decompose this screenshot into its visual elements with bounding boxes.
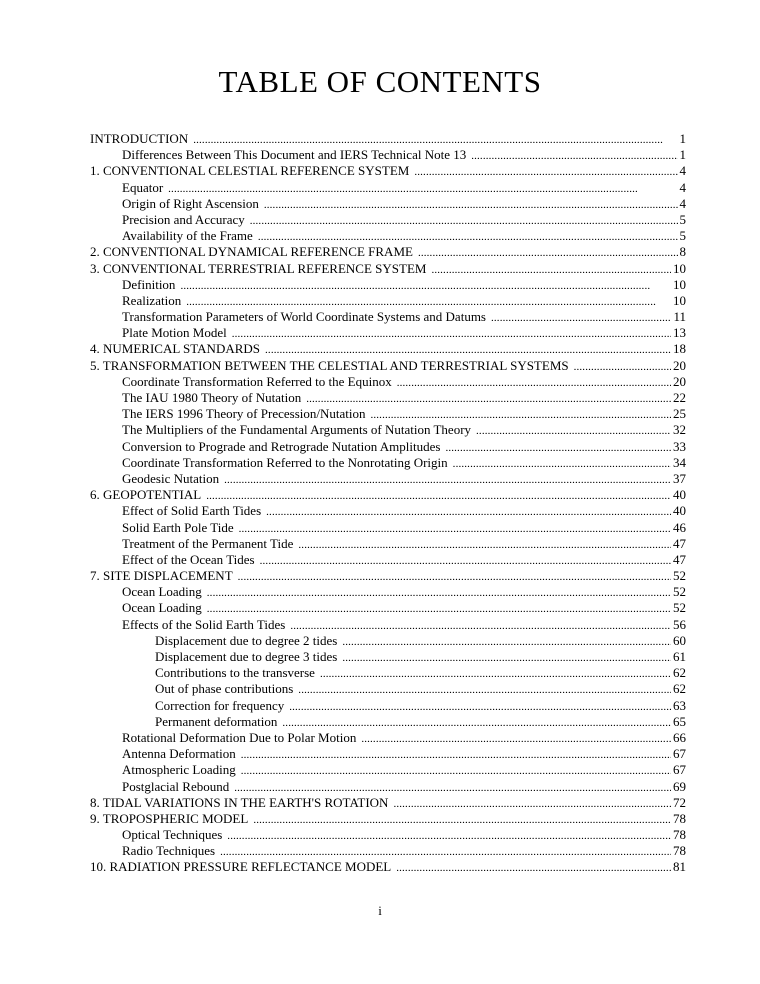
toc-entry-page: 37 (673, 470, 686, 486)
dot-leader (234, 780, 671, 795)
dot-leader (431, 262, 671, 277)
page-title: TABLE OF CONTENTS (218, 64, 542, 99)
toc-entry-label: Geodesic Nutation (122, 471, 224, 487)
toc-entry-label: Radio Techniques (122, 843, 220, 859)
toc-entry-page: 5 (679, 211, 686, 227)
toc-entry (90, 180, 686, 196)
toc-entry-page: 69 (673, 778, 686, 794)
toc-entry (90, 196, 686, 212)
toc-entry-page: 78 (673, 827, 686, 843)
toc-entry (90, 665, 686, 681)
toc-entry-page: 60 (673, 632, 686, 648)
toc-entry (90, 633, 686, 649)
toc-entry (90, 341, 686, 357)
dot-leader (168, 181, 677, 196)
dot-leader (445, 440, 671, 455)
toc-entry-label: The IAU 1980 Theory of Nutation (122, 390, 306, 406)
toc-entry-label: 3. CONVENTIONAL TERRESTRIAL REFERENCE SYSTEM (90, 261, 431, 277)
toc-entry-label: Displacement due to degree 3 tides (155, 649, 342, 665)
dot-leader (227, 828, 671, 843)
toc-entry-page: 46 (673, 519, 686, 535)
toc-entry-page: 10 (673, 276, 686, 292)
dot-leader (265, 342, 671, 357)
toc-entry-label: Treatment of the Permanent Tide (122, 536, 298, 552)
toc-entry (90, 422, 686, 438)
toc-entry-page: 62 (673, 665, 686, 681)
toc-entry-label: 4. NUMERICAL STANDARDS (90, 341, 265, 357)
toc-entry-label: 7. SITE DISPLACEMENT (90, 568, 238, 584)
toc-entry (90, 762, 686, 778)
dot-leader (258, 229, 678, 244)
toc-entry (90, 390, 686, 406)
dot-leader (253, 812, 671, 827)
toc-entry-label: Rotational Deformation Due to Polar Motion (122, 730, 361, 746)
dot-leader (241, 763, 671, 778)
toc-entry-label: Ocean Loading (122, 600, 207, 616)
toc-entry-page: 47 (673, 535, 686, 551)
dot-leader (414, 164, 677, 179)
toc-entry-page: 78 (673, 843, 686, 859)
dot-leader (250, 213, 678, 228)
toc-entry-label: Effect of the Ocean Tides (122, 552, 260, 568)
dot-leader (418, 245, 678, 260)
toc-entry-page: 78 (673, 810, 686, 826)
toc-entry (90, 714, 686, 730)
toc-entry (90, 681, 686, 697)
toc-entry-label: The IERS 1996 Theory of Precession/Nutation (122, 406, 370, 422)
toc-entry-label: Contributions to the transverse (155, 665, 320, 681)
toc-entry (90, 520, 686, 536)
toc-entry (90, 228, 686, 244)
toc-entry (90, 487, 686, 503)
dot-leader (342, 634, 671, 649)
toc-entry-label: 1. CONVENTIONAL CELESTIAL REFERENCE SYSTEM (90, 163, 414, 179)
toc-entry (90, 536, 686, 552)
toc-entry-label: Differences Between This Document and IERS Technical Note 13 (122, 147, 471, 163)
dot-leader (238, 569, 671, 584)
toc-entry-page: 56 (673, 616, 686, 632)
toc-entry (90, 309, 686, 325)
toc-entry (90, 584, 686, 600)
toc-entry (90, 730, 686, 746)
dot-leader (264, 197, 678, 212)
toc-entry-page: 65 (673, 713, 686, 729)
toc-entry (90, 374, 686, 390)
dot-leader (232, 326, 671, 341)
dot-leader (193, 132, 677, 147)
toc-entry-label: Precision and Accuracy (122, 212, 250, 228)
toc-entry (90, 131, 686, 147)
toc-entry-label: Transformation Parameters of World Coordinate Systems and Datums (122, 309, 491, 325)
toc-entry-label: Out of phase contributions (155, 681, 298, 697)
toc-entry (90, 649, 686, 665)
toc-entry-page: 18 (673, 341, 686, 357)
toc-entry-page: 4 (679, 163, 686, 179)
toc-entry-label: Equator (122, 180, 168, 196)
dot-leader (298, 682, 671, 697)
dot-leader (180, 278, 671, 293)
toc-entry-page: 11 (673, 309, 686, 325)
dot-leader (476, 423, 671, 438)
toc-entry (90, 244, 686, 260)
toc-entry-page: 40 (673, 487, 686, 503)
dot-leader (320, 666, 671, 681)
dot-leader (220, 844, 671, 859)
toc-entry-label: Coordinate Transformation Referred to the Nonrotating Origin (122, 455, 453, 471)
toc-entry (90, 358, 686, 374)
toc-entry-label: Ocean Loading (122, 584, 207, 600)
toc-entry-label: Postglacial Rebound (122, 779, 234, 795)
toc-entry-label: The Multipliers of the Fundamental Arguments of Nutation Theory (122, 422, 476, 438)
toc-entry-label: Displacement due to degree 2 tides (155, 633, 342, 649)
toc-entry (90, 795, 686, 811)
toc-entry (90, 746, 686, 762)
toc-entry-page: 10 (673, 292, 686, 308)
toc-entry-page: 22 (673, 390, 686, 405)
dot-leader (290, 618, 671, 633)
dot-leader (266, 504, 671, 519)
dot-leader (453, 456, 671, 471)
toc-entry-label: Plate Motion Model (122, 325, 232, 341)
toc-entry-label: 9. TROPOSPHERIC MODEL (90, 811, 253, 827)
toc-entry (90, 811, 686, 827)
toc-entry-page: 67 (673, 762, 686, 778)
toc-entry (90, 471, 686, 487)
toc-entry-label: Correction for frequency (155, 698, 289, 714)
toc-entry-label: Coordinate Transformation Referred to the Equinox (122, 374, 397, 390)
toc-entry-page: 1 (679, 131, 686, 146)
toc-entry-page: 66 (673, 729, 686, 745)
dot-leader (282, 715, 671, 730)
toc-list (90, 131, 686, 876)
toc-entry-page: 52 (673, 600, 686, 616)
toc-entry-page: 67 (673, 746, 686, 762)
toc-entry (90, 827, 686, 843)
dot-leader (393, 796, 671, 811)
dot-leader (574, 359, 671, 374)
toc-entry-page: 5 (679, 228, 686, 244)
dot-leader (224, 472, 671, 487)
dot-leader (298, 537, 671, 552)
toc-entry (90, 439, 686, 455)
toc-entry (90, 859, 686, 875)
toc-entry-page: 8 (679, 244, 686, 260)
toc-entry (90, 406, 686, 422)
toc-entry (90, 163, 686, 179)
toc-entry (90, 698, 686, 714)
dot-leader (342, 650, 671, 665)
toc-entry-page: 47 (673, 551, 686, 567)
toc-entry-page: 33 (673, 438, 686, 454)
dot-leader (206, 488, 671, 503)
toc-entry-page: 1 (679, 147, 686, 163)
toc-entry-label: 10. RADIATION PRESSURE REFLECTANCE MODEL (90, 859, 396, 875)
toc-entry-label: 5. TRANSFORMATION BETWEEN THE CELESTIAL AND TERRESTRIAL SYSTEMS (90, 358, 574, 374)
toc-entry-label: Permanent deformation (155, 714, 282, 730)
dot-leader (306, 391, 671, 406)
dot-leader (397, 375, 671, 390)
toc-entry (90, 600, 686, 616)
toc-entry-label: Solid Earth Pole Tide (122, 520, 239, 536)
dot-leader (241, 747, 671, 762)
toc-entry-page: 25 (673, 406, 686, 422)
toc-entry-page: 72 (673, 794, 686, 810)
toc-entry-label: 8. TIDAL VARIATIONS IN THE EARTH'S ROTATION (90, 795, 393, 811)
toc-entry-page: 34 (673, 454, 686, 470)
dot-leader (471, 148, 677, 163)
toc-entry (90, 325, 686, 341)
toc-entry-label: Definition (122, 277, 180, 293)
toc-entry-page: 81 (673, 859, 686, 875)
toc-entry-page: 10 (673, 260, 686, 276)
toc-entry-page: 13 (673, 325, 686, 341)
toc-entry-label: 6. GEOPOTENTIAL (90, 487, 206, 503)
toc-entry-page: 20 (673, 373, 686, 389)
toc-entry-label: Origin of Right Ascension (122, 196, 264, 212)
toc-entry-label: Atmospheric Loading (122, 762, 241, 778)
dot-leader (260, 553, 671, 568)
toc-entry (90, 779, 686, 795)
toc-entry-page: 32 (673, 422, 686, 438)
toc-entry (90, 568, 686, 584)
dot-leader (207, 585, 671, 600)
dot-leader (370, 407, 671, 422)
toc-entry-label: Effect of Solid Earth Tides (122, 503, 266, 519)
toc-entry-page: 52 (673, 584, 686, 600)
toc-entry-page: 40 (673, 503, 686, 519)
toc-entry (90, 552, 686, 568)
dot-leader (186, 294, 671, 309)
toc-entry (90, 293, 686, 309)
dot-leader (289, 699, 671, 714)
toc-entry (90, 147, 686, 163)
dot-leader (207, 601, 671, 616)
toc-entry (90, 617, 686, 633)
toc-entry-page: 61 (673, 649, 686, 664)
toc-entry-page: 62 (673, 681, 686, 697)
toc-entry-page: 20 (673, 357, 686, 373)
toc-entry (90, 843, 686, 859)
toc-entry-label: 2. CONVENTIONAL DYNAMICAL REFERENCE FRAME (90, 244, 418, 260)
toc-entry-label: Conversion to Prograde and Retrograde Nutation Amplitudes (122, 439, 445, 455)
toc-entry-label: Realization (122, 293, 186, 309)
dot-leader (361, 731, 671, 746)
toc-entry (90, 277, 686, 293)
toc-entry (90, 261, 686, 277)
dot-leader (239, 521, 671, 536)
toc-entry (90, 455, 686, 471)
toc-entry-page: 4 (679, 179, 686, 195)
toc-entry-label: INTRODUCTION (90, 131, 193, 147)
toc-entry-page: 4 (679, 195, 686, 211)
toc-entry-label: Effects of the Solid Earth Tides (122, 617, 290, 633)
toc-entry-page: 52 (673, 568, 686, 584)
toc-entry-label: Antenna Deformation (122, 746, 241, 762)
toc-entry-label: Availability of the Frame (122, 228, 258, 244)
toc-entry-page: 63 (673, 697, 686, 713)
page-number: i (378, 903, 382, 918)
toc-entry (90, 212, 686, 228)
toc-entry (90, 503, 686, 519)
toc-entry-label: Optical Techniques (122, 827, 227, 843)
dot-leader (396, 860, 671, 875)
dot-leader (491, 310, 671, 325)
